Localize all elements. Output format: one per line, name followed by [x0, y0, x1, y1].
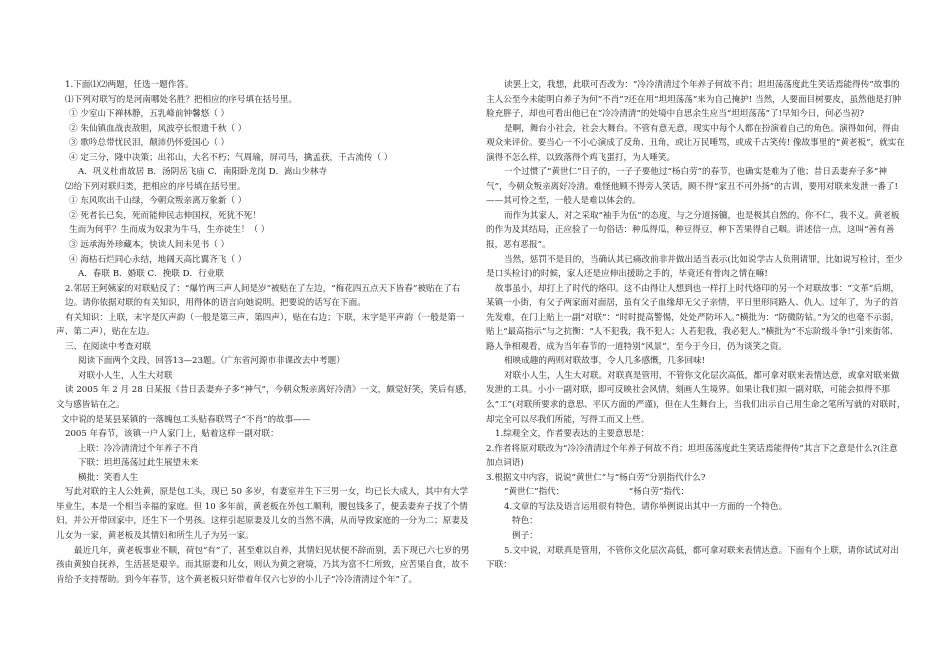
commentary-para-1: 读罢上文，我想，此联可否改为：“冷冷清清过个年养子何故不肖；坦坦荡荡度此生笑话焉能得传”故事的主人公至今未能明白养子为何“不肖”?还在用“坦坦荡荡”来为自己掩护! 当然，人要面目树要皮，虽然他是打肿脸充胖子，却也可看出他已在“冷冷清清”的处境中自思余生应当“坦坦荡荡”了!早知今日，何必当初? — [486, 80, 902, 120]
question-4-example-line: 例子： — [512, 530, 538, 541]
q1-part2-prompt: ⑵给下列对联归类，把相应的序号填在括号里。 — [65, 181, 246, 192]
commentary-para-6: 故事虽小，却打上了时代的烙印。这不由得让人想到也一样打上时代烙印的另一个对联故事：“文革”后期，某镇一小街，有父子两家面对面居，虽有父子血缘却无父子亲情，平日里形同路人、仇人。过年了，为子的首先发难，在门上贴上一副“对联”：“时时提高警惕，处处严防坏人。”横批为：“防微防钻。”为父的也毫不示弱，贴上“最高指示”与之抗衡：“人不犯我，我不犯人；人若犯我，我必犯人。”横批为“不忘阶级斗争!”引来街邻、路人争相观看，成为当年春节的一道特别“风景”，至今于今日，仍为谈笑之资。 — [486, 283, 900, 352]
q1-part2-item-1: ① 东风吹出千山绿，今朝众叛亲离万象新（ ） — [69, 196, 247, 207]
couplet-upper: 上联：冷冷清清过个年养子不肖 — [78, 443, 199, 454]
commentary-para-8: 对联小人生，人生大对联。对联真是管用，不管你文化层次高低，都可拿对联来表情达意，或拿对联来做发泄的工具。小小一副对联，即可反映社会风情，刻画人生境界。如果让我们拟一副对联，可能会拟得不那么“工”(对联所要求的意思、平仄方面的严谨)，但在人生舞台上，当我们出示自己用生命之笔所写就的对联时，却完全可以尽我们所能，写得工而又上些。 — [486, 370, 906, 425]
question-2: 2.作者将原对联改为“冷冷清清过个年养子何故不肖；坦坦荡荡度此生笑话焉能得传”其言下之意是什么?(注意加点词语) — [486, 443, 898, 469]
commentary-para-3: 一个过惯了“黄世仁”日子的，一子子要他过“杨白劳”的春节，也确实是难为了他；昔日丢妻弃子多“神气”，今朝众叛亲离好冷清。难怪他顾不得旁人笑话，顾不得“家丑不可外扬”的古训，要用对联来发泄一番了!——其可怜之至，一般人是难以体会的。 — [486, 167, 898, 207]
q1-part2-item-3: ③ 远承海外珍藏本，快读人间未见书（ ） — [69, 240, 230, 251]
question-3-answer-line: “黄世仁”指代： “杨白劳”指代： — [504, 487, 690, 498]
q2-knowledge: 有关知识：上联，末字是仄声韵（一般是第三声、第四声），贴在右边；下联，末字是平声韵（一般是第一声、第二声），贴在左边。 — [56, 312, 465, 338]
right-column — [486, 78, 906, 573]
commentary-para-2: 是啊，舞台小社会，社会大舞台。不管有意无意，现实中每个人都在扮演着自己的角色。演得如何，得由观众来评价。要当心一不小心演成了反角、丑角，或让万民唾骂，或成千古笑传! 像故事里的“黄老板”，就实在演得不怎么样，以致落得个鸡飞蛋打，为人唾笑。 — [486, 123, 905, 163]
q1-heading: 1.下面⑴⑵两题，任选一题作答。 — [65, 80, 194, 90]
reading-instruction: 阅读下面两个文段，回答13—23题。（广东省河源市非课改去中考题） — [78, 356, 345, 367]
q1-part1-options: A．巩义杜甫故居 B．汤阴岳飞庙 C．南阳卧龙岗 D．嵩山少林寺 — [78, 167, 328, 178]
q1-part1-prompt: ⑴下列对联写的是河南哪处名胜？把相应的序号填在括号里。 — [65, 94, 298, 105]
section-3-heading: 三、在阅读中考查对联 — [65, 341, 151, 352]
q1-part2-item-2a: ② 死者长已矣，死而能伸民志伸国权，死犹不死！ — [69, 210, 261, 221]
commentary-para-7: 相映成趣的两则对联故事，令人几多感慨，几多回味! — [504, 356, 706, 367]
q1-part2-options: A．春联 B．婚联 C．挽联 D．行业联 — [78, 269, 224, 280]
q1-part1-item-2: ② 朱仙镇血战丧敌胆，风波亭长恨遗千秋（ ） — [69, 123, 247, 134]
question-4-feature-line: 特色： — [512, 516, 538, 527]
article-para-1: 读 2005 年 2 月 28 日某报《昔日丢妻弃子多“神气”，今朝众叛亲离好冷清》一文，颇觉好笑，笑后有感，文与感皆钻在之。 — [56, 385, 473, 411]
article-title: 对联小人生，人生大对联 — [78, 370, 173, 381]
q1-part2-item-4: ④ 海枯石烂同心永结，地阔天高比翼齐飞（ ） — [69, 254, 247, 265]
question-1: 1.综观全文，作者要表达的主要意思是： — [495, 429, 650, 440]
couplet-lower: 下联：坦坦荡荡过此生展望未来 — [78, 458, 199, 469]
question-4: 4.文章的写法及语言运用很有特色，请你举例说出其中一方面的一个特色。 — [504, 501, 788, 512]
commentary-para-5: 当然，惩罚不是目的，当确认其已痛改前非并做出适当表示(比如说学古人负荆请罪，比如说写检讨，至少是口头检讨)的时候，家人还是应伸出援助之手的，毕竟还有骨肉之情在嘛! — [486, 254, 903, 280]
couplet-horizontal: 横批：笑看人生 — [78, 472, 139, 483]
q2-question: 2.邻居王阿姨家的对联贴反了：“爆竹两三声人间是岁”被贴在了左边，“梅花四五点天下皆春”被贴在了右边。请你依据对联的有关知识，用得体的语言向她说明。把要说的话写在下面。 — [65, 283, 461, 309]
left-column — [56, 78, 474, 587]
q1-part1-item-1: ① 少室山下禅林静，五乳峰前钟馨悠（ ） — [69, 109, 230, 120]
article-para-3: 2005 年春节，该镇一户人家门上，贴着这样一副对联： — [65, 429, 279, 440]
q1-part1-item-4: ④ 定三分，隆中决策；出祁山，大名不朽；气周瑜，屏司马，擒孟获，千古流传（ ） — [69, 152, 393, 163]
q1-part2-item-2b: 生而为何乎？生而成为奴隶为牛马，生亦徒生！（ ） — [69, 225, 270, 236]
article-para-2: 文中说的是某县某镇的一落魄包工头贴春联骂子“不肖”的故事—— — [61, 414, 311, 425]
question-3: 3.根据文中内容，说说“黄世仁”与“杨白劳”分别指代什么? — [486, 472, 706, 483]
commentary-para-4: 而作为其家人，对之采取“袖手为伍”的态度，与之分道扬镳，也是极其自然的。你不仁，我不义。黄老板的作为及其结局，正应验了一句俗话：种瓜得瓜，种豆得豆，种下苦果得自己咽。讲述信一点，这叫“善有善报，恶有恶报”。 — [486, 210, 900, 251]
article-para-5: 最近几年，黄老板事业不顺，荷包“有”了，甚至难以自养，其情妇见状便不辞而别，丢下现已六七岁的男孩由黄独自抚养，生活甚是艰辛。而其原妻和儿女，则认为黄之窘境，乃其为富不仁所致，应苦果自食，故不肯给予支持帮助。到今年春节，这个黄老板只好带着年仅六七岁的小儿子“冷冷清清过个年”了。 — [56, 545, 470, 585]
question-5: 5.文中说，对联真是管用，不管你文化层次高低，都可拿对联来表情达意。下面有个上联，请你试试对出下联： — [486, 545, 899, 571]
q1-part1-item-3: ③ 歌吟总带忧民泪，颠沛仍怀爱国心（ ） — [69, 138, 230, 149]
article-para-4: 写此对联的主人公姓黄，原是包工头，现已 50 多岁，有妻室并生下三男一女，均已长大成人，其中有大学毕业生，本是一个相当幸福的家庭。但 10 多年前，黄老板在外包工顺利，腰包钱多了，便丢妻弃子找了个情妇，并公开带回家中，还生下一个男孩。这样引起原妻及儿女的当然不满，从而导致家庭的一分为二；原妻及儿女为一家，黄老板及其情妇和所生儿子为另一家。 — [56, 487, 469, 541]
